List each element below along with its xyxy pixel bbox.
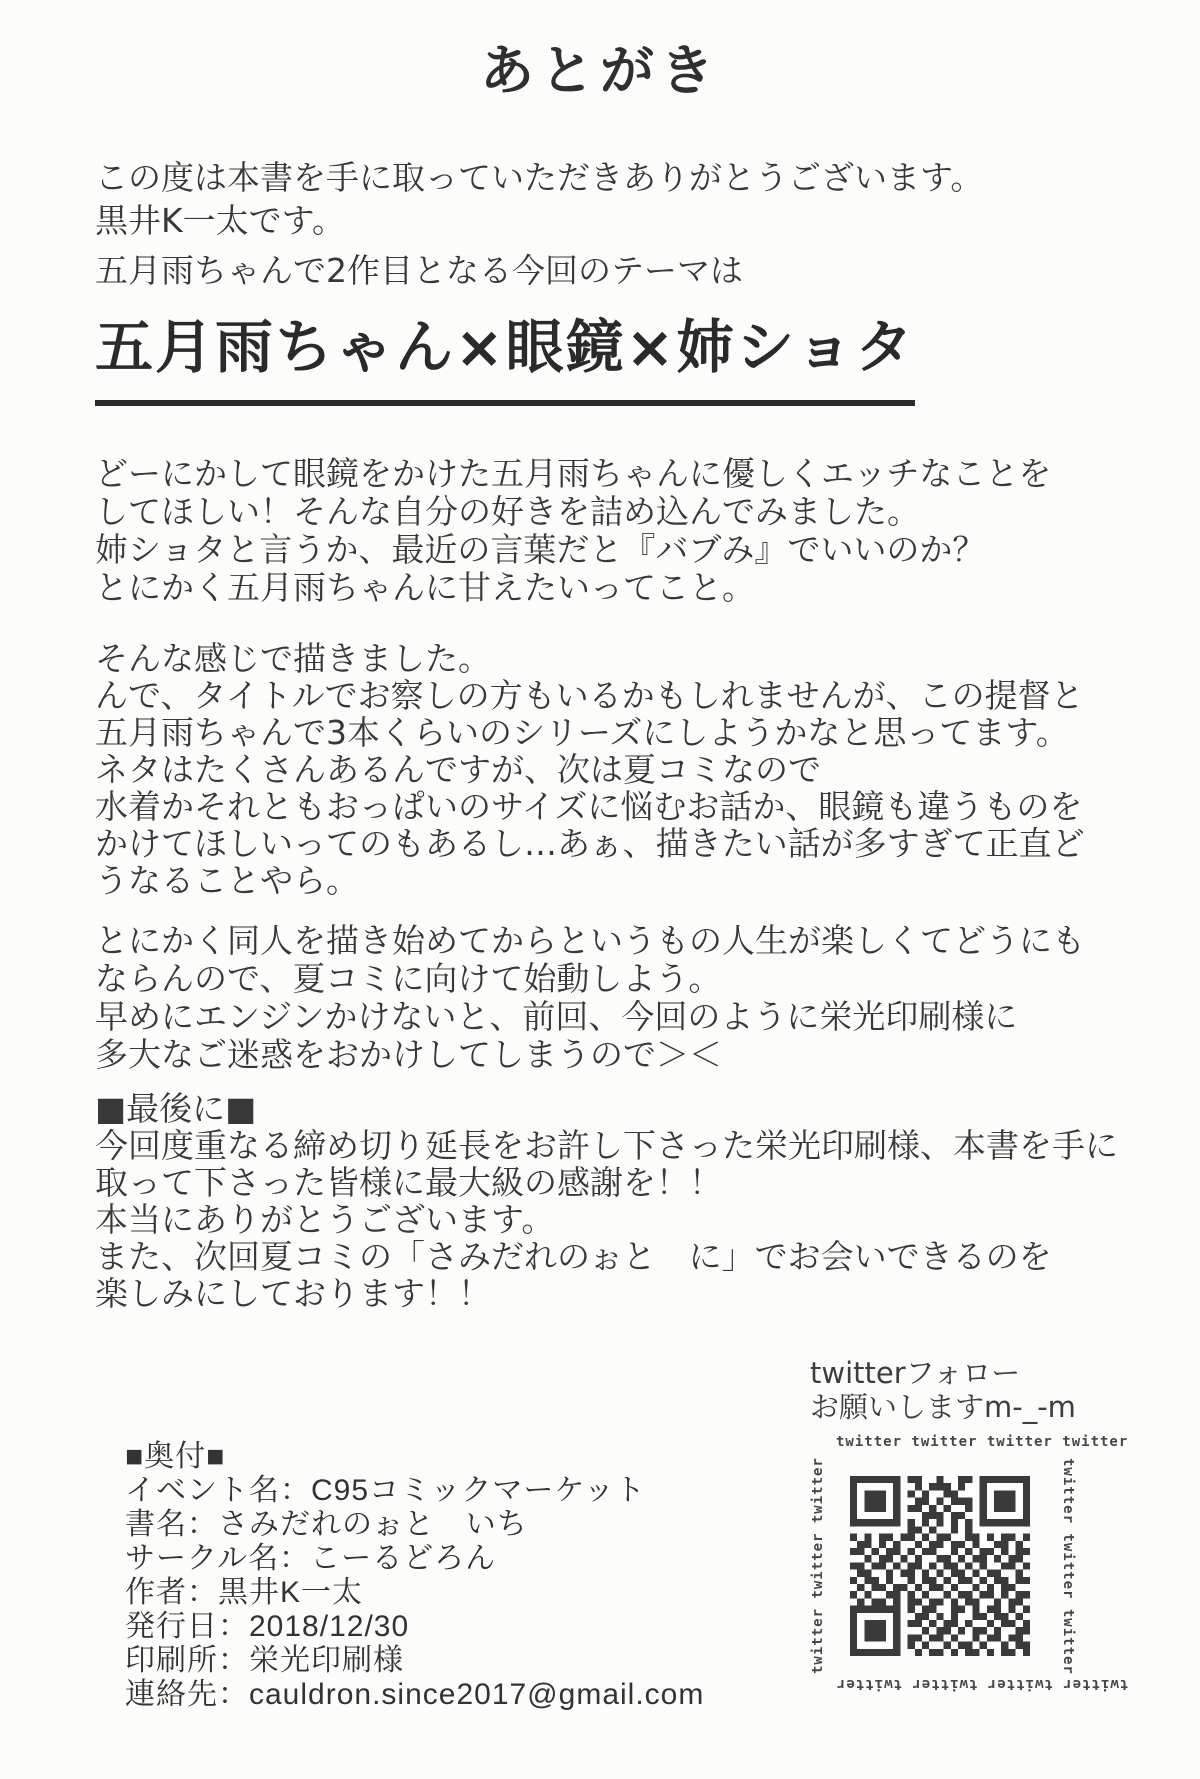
text-line: うなることやら。 [95,861,359,900]
qr-code [850,1476,1030,1656]
page-title: あとがき [480,39,720,102]
text-line: んで、タイトルでお察しの方もいるかもしれませんが、この提督と [95,676,1084,715]
qr-border-bottom: twitter twitter twitter twitter [836,1676,1129,1692]
text-line: そんな感じで描きました。 [95,639,491,678]
qr-border-top: twitter twitter twitter twitter [836,1434,1129,1450]
theme-heading: 五月雨ちゃん×眼鏡×姉ショタ [95,300,915,406]
paragraph-doujin-life [95,922,1140,1074]
colophon-book-title: 書名：さみだれのぉと いち [125,1508,528,1541]
text-line: 今回度重なる締め切り延長をお許し下さった栄光印刷様、本書を手に [95,1126,1118,1165]
text-line: 五月雨ちゃんで2作目となる今回のテーマは [95,251,743,290]
text-line: 本当にありがとうございます。 [95,1200,555,1239]
colophon [125,1440,704,1712]
text-line: 五月雨ちゃんで3本くらいのシリーズにしようかなと思ってます。 [95,713,1069,752]
twitter-follow-note [810,1356,1076,1424]
text-line: ならんので、夏コミに向けて始動しよう。 [95,959,722,998]
colophon-author: 作者：黒井K一太 [125,1576,364,1609]
text-line: かけてほしいってのもあるし…あぁ、描きたい話が多すぎて正直ど [95,824,1085,863]
intro-paragraph [95,156,1140,242]
paragraph-series-plans [95,640,1140,899]
colophon-printer: 印刷所：栄光印刷様 [125,1644,404,1677]
text-line: ネタはたくさんあるんですが、次は夏コミなので [95,750,821,789]
paragraph-likes [95,455,1140,607]
colophon-heading: ■奥付■ [125,1440,226,1473]
text-line: どーにかして眼鏡をかけた五月雨ちゃんに優しくエッチなことを [95,454,1052,493]
text-line: してほしい！そんな自分の好きを詰め込んでみました。 [95,492,920,531]
text-line: 水着かそれともおっぱいのサイズに悩むお話か、眼鏡も違うものを [95,787,1083,826]
text-line: この度は本書を手に取っていただきありがとうございます。 [95,158,984,197]
text-line: twitterフォロー [810,1356,1021,1390]
text-line: 取って下さった皆様に最大級の感謝を！！ [95,1163,722,1202]
text-line: 多大なご迷惑をおかけしてしまうので＞＜ [95,1035,722,1074]
paragraph-final-thanks [95,1090,1140,1312]
colophon-contact-email: 連絡先：cauldron.since2017@gmail.com [125,1678,705,1711]
twitter-qr-block [808,1434,1129,1692]
text-line: お願いしますm-_-m [810,1390,1076,1424]
text-line: とにかく同人を描き始めてからというもの人生が楽しくてどうにも [95,921,1085,960]
text-line: 早めにエンジンかけないと、前回、今回のように栄光印刷様に [95,997,1018,1036]
text-line: 黒井K一太です。 [95,201,346,240]
qr-border-left: twitter twitter twitter [810,1457,826,1674]
theme-lead-line [95,252,1140,290]
text-line: また、次回夏コミの「さみだれのぉと に」でお会いできるのを [95,1237,1052,1276]
text-line: 楽しみにしております！！ [95,1274,491,1313]
colophon-circle: サークル名：こーるどろん [125,1542,497,1575]
text-line: ■最後に■ [95,1089,257,1128]
qr-border-right: twitter twitter twitter [1060,1458,1076,1675]
colophon-date: 発行日：2018/12/30 [125,1610,410,1643]
text-line: とにかく五月雨ちゃんに甘えたいってこと。 [95,568,755,607]
colophon-event: イベント名：C95コミックマーケット [125,1474,646,1507]
text-line: 姉ショタと言うか、最近の言葉だと『バブみ』でいいのか？ [95,530,986,569]
